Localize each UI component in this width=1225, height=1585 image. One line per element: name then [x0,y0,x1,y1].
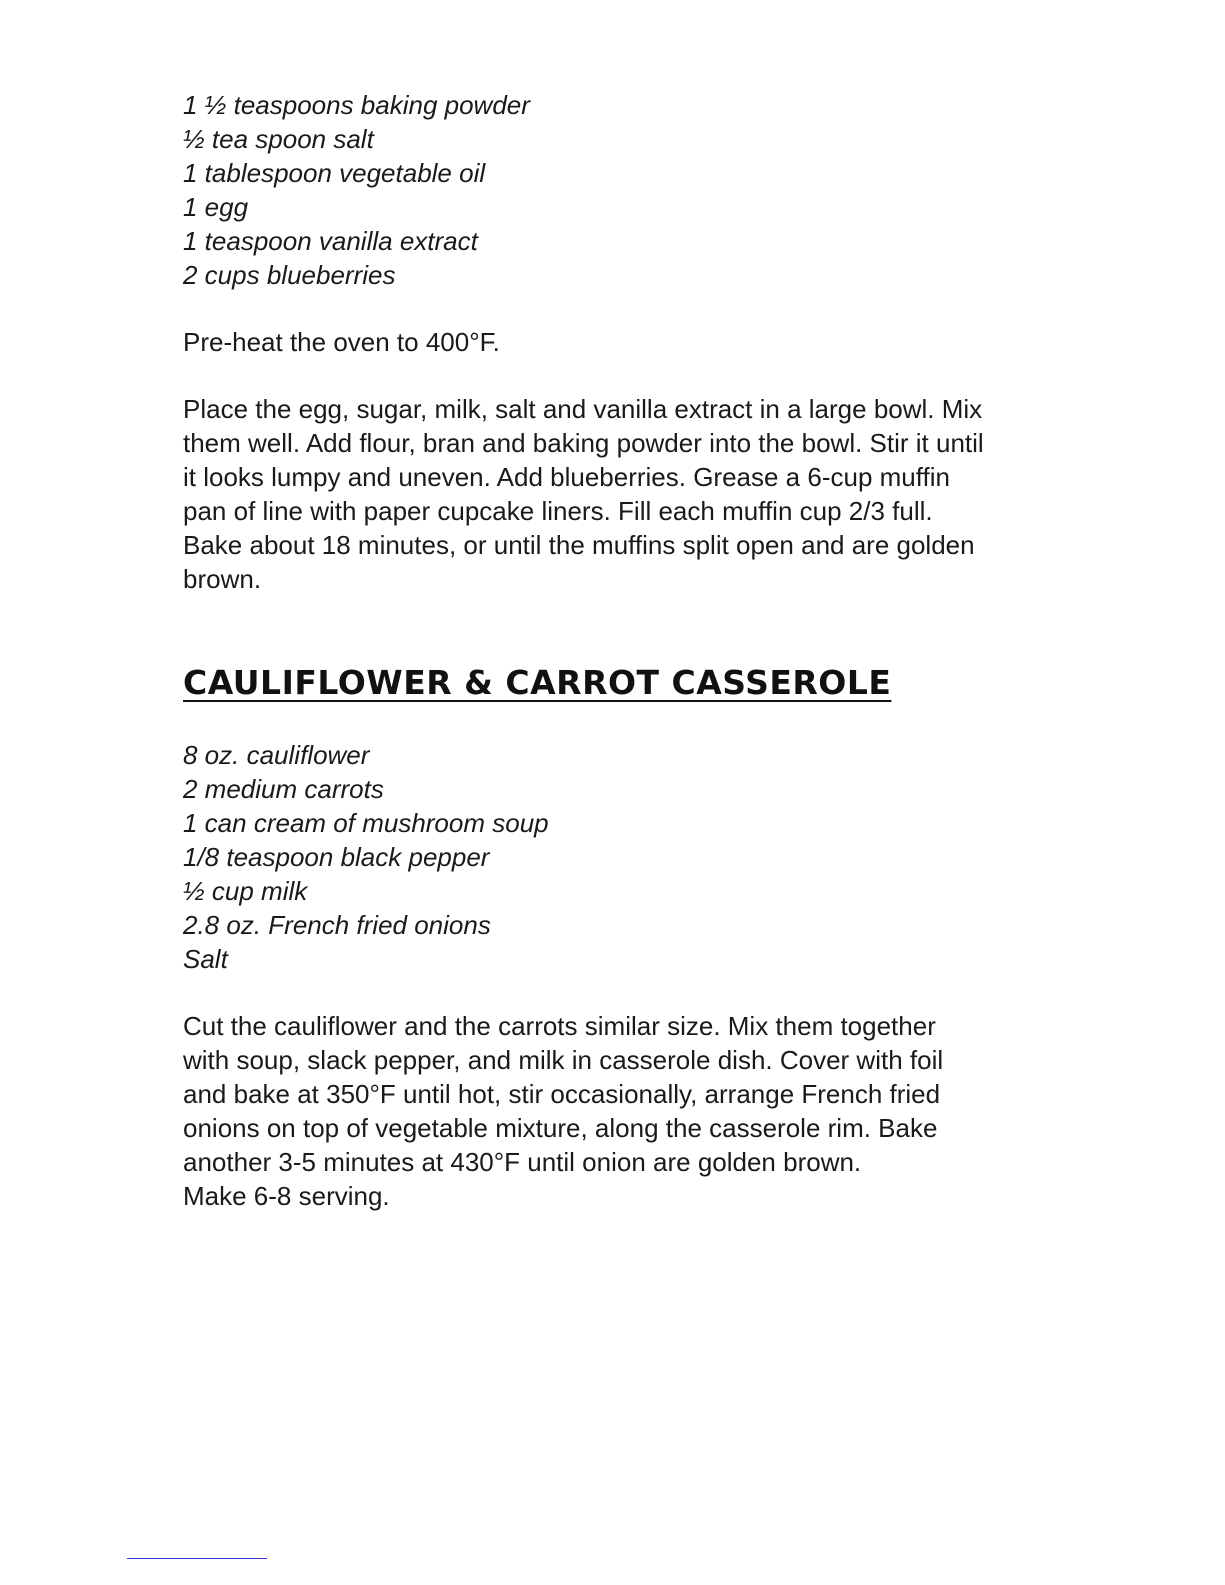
text-line: Place the egg, sugar, milk, salt and vanilla extract in a large bowl. Mix [183,394,983,424]
muffin-directions [183,392,984,596]
list-item: 1 teaspoon vanilla extract [183,226,478,256]
text-line: Cut the cauliflower and the carrots similar size. Mix them together [183,1011,936,1041]
list-item: Salt [183,944,228,974]
casserole-directions [183,1009,943,1213]
text-line: another 3-5 minutes at 430°F until onion are golden brown. [183,1147,862,1177]
list-item: 1 ½ teaspoons baking powder [183,90,530,120]
casserole-title: CAULIFLOWER & CARROT CASSEROLE [183,663,892,702]
list-item: 8 oz. cauliflower [183,740,370,770]
list-item: 1 can cream of mushroom soup [183,808,549,838]
text-line: them well. Add flour, bran and baking powder into the bowl. Stir it until [183,428,984,458]
list-item: 1/8 teaspoon black pepper [183,842,490,872]
list-item: 2 cups blueberries [183,260,396,290]
text-line: and bake at 350°F until hot, stir occasionally, arrange French fried [183,1079,941,1109]
text-line: pan of line with paper cupcake liners. Fill each muffin cup 2/3 full. [183,496,933,526]
text-line: brown. [183,564,262,594]
muffin-ingredient-list [183,88,530,292]
list-item: 1 tablespoon vegetable oil [183,158,486,188]
text-line: with soup, slack pepper, and milk in casserole dish. Cover with foil [183,1045,944,1075]
list-item: 2.8 oz. French fried onions [183,910,491,940]
footnote-divider [127,1558,267,1559]
text-line: Make 6-8 serving. [183,1181,390,1211]
casserole-ingredient-list [183,738,549,976]
list-item: ½ cup milk [183,876,308,906]
list-item: 1 egg [183,192,249,222]
text-line: Bake about 18 minutes, or until the muffins split open and are golden [183,530,975,560]
list-item: ½ tea spoon salt [183,124,374,154]
list-item: 2 medium carrots [183,774,384,804]
text-line: onions on top of vegetable mixture, along the casserole rim. Bake [183,1113,938,1143]
text-line: it looks lumpy and uneven. Add blueberries. Grease a 6-cup muffin [183,462,950,492]
muffin-preheat-text: Pre-heat the oven to 400°F. [183,327,500,357]
